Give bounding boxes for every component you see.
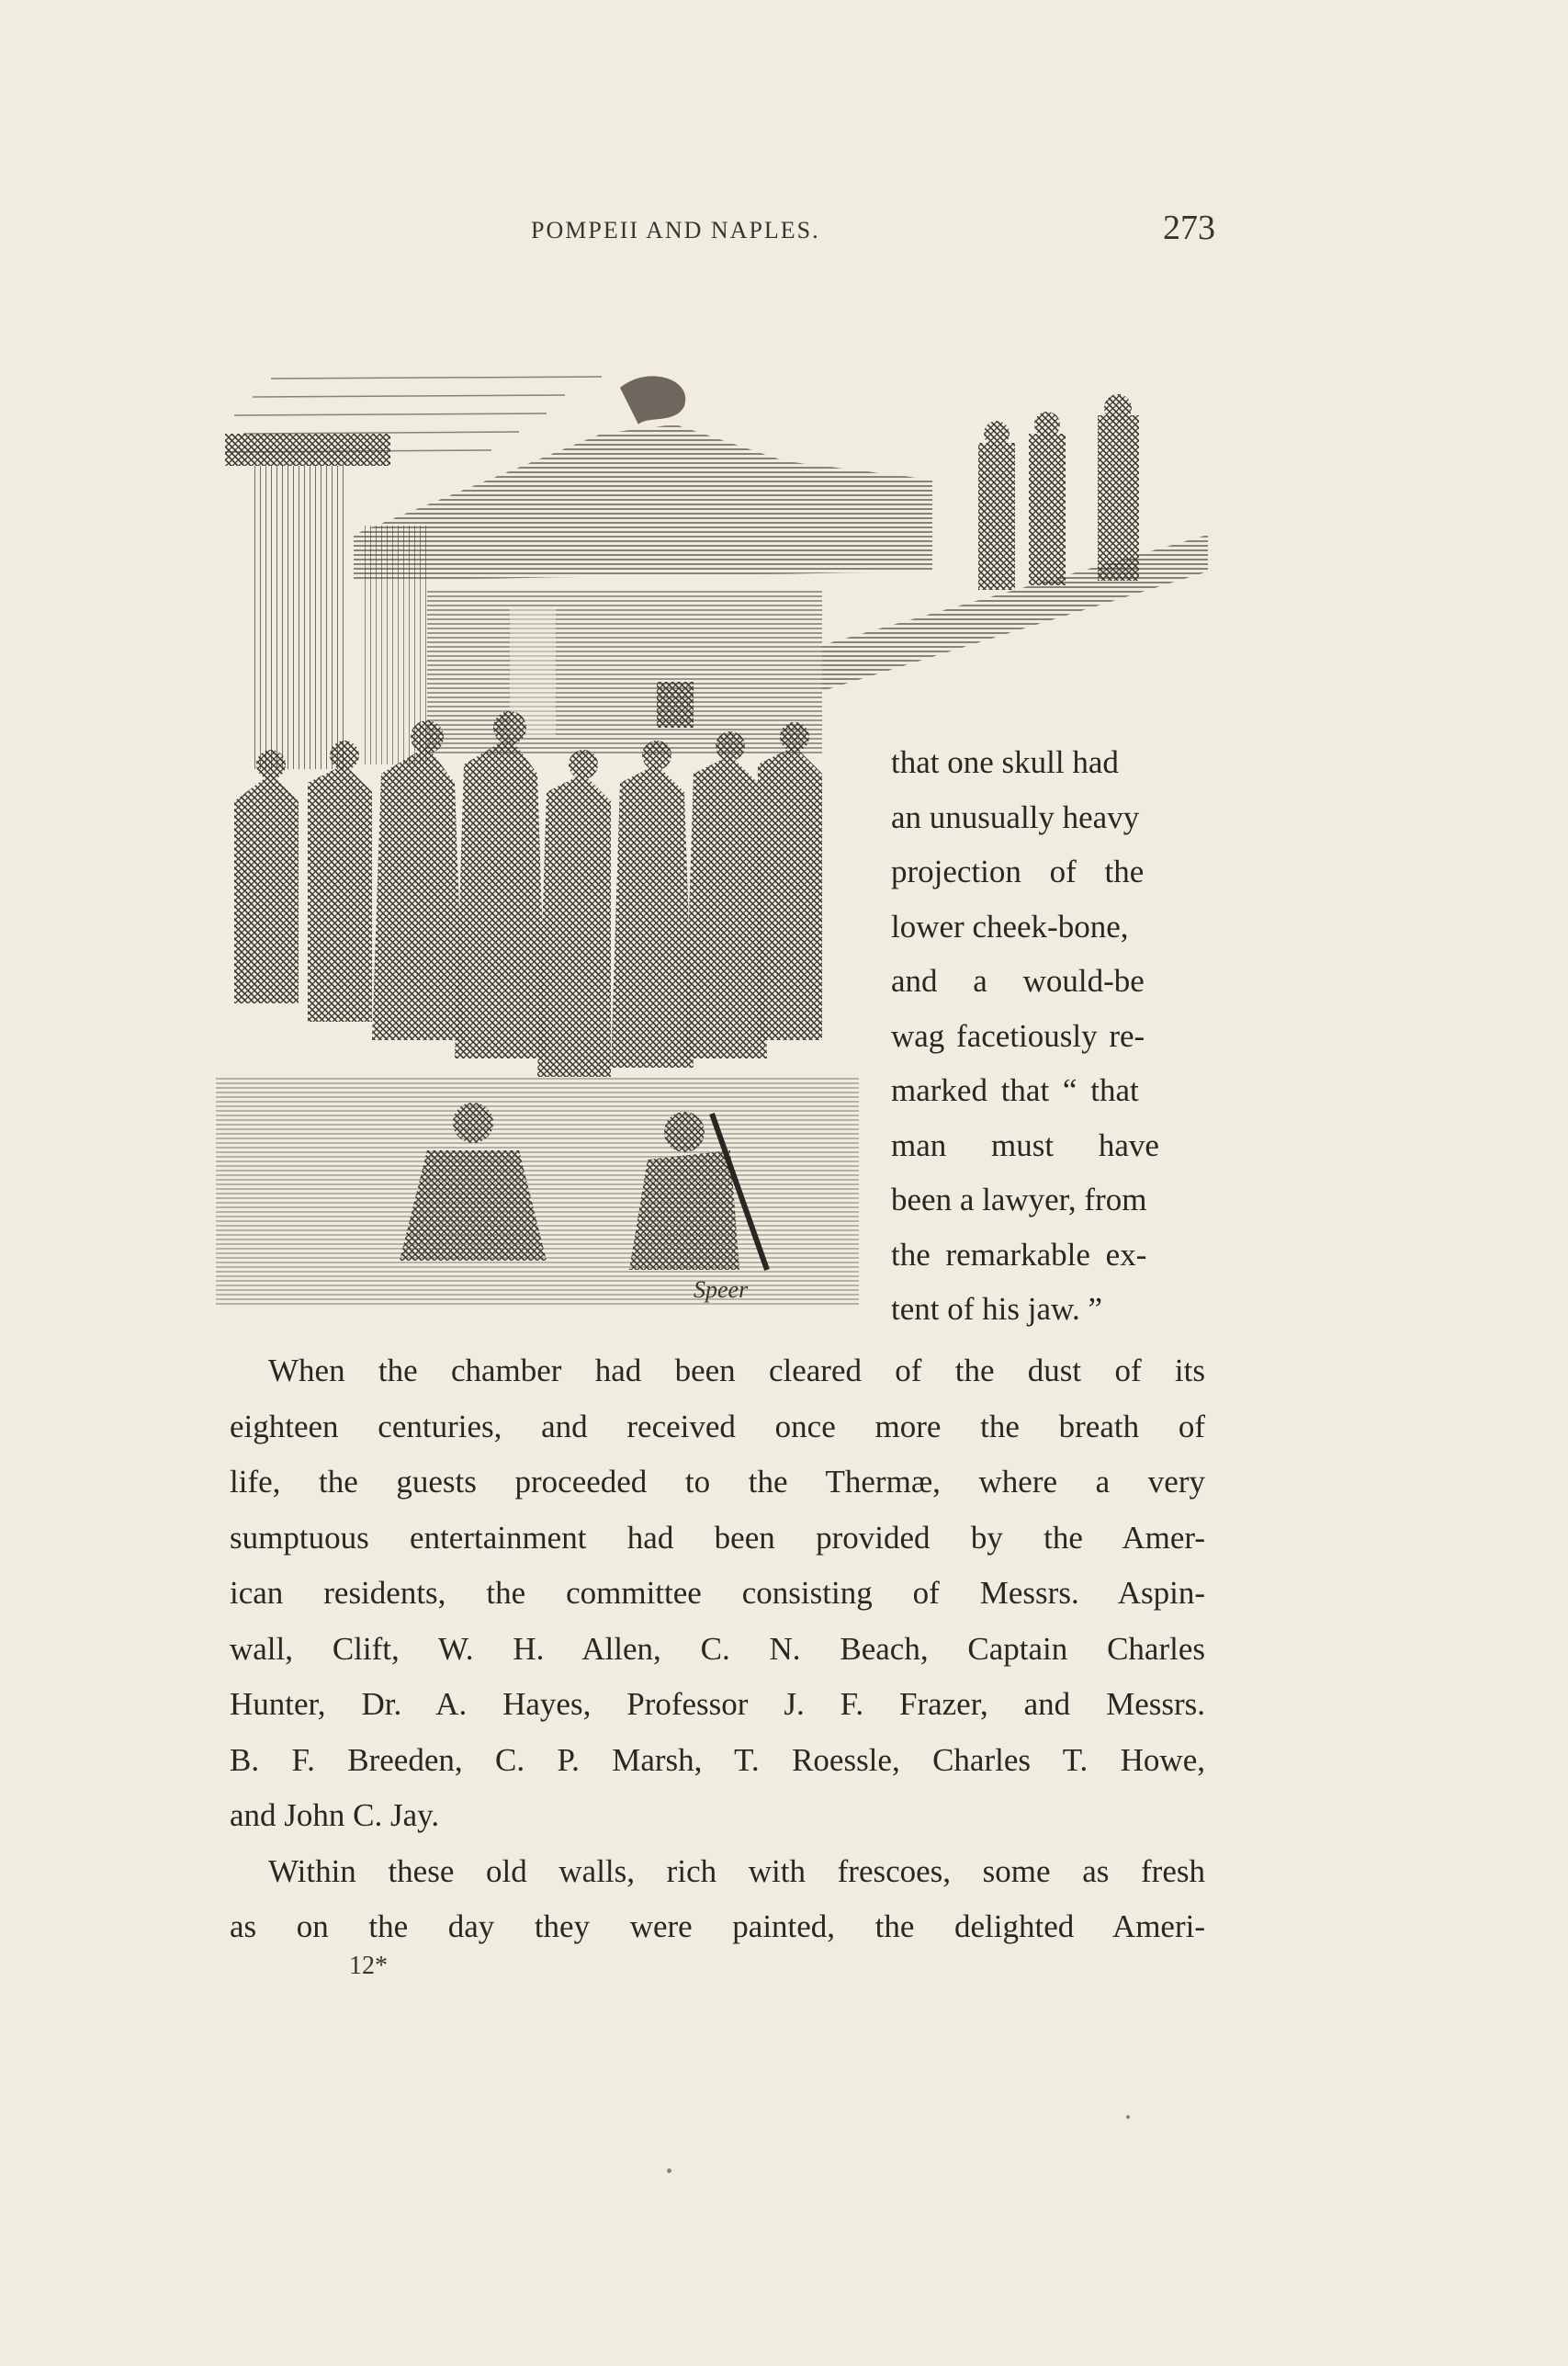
column-capital	[225, 434, 390, 466]
signature-mark: 12*	[349, 1952, 388, 1980]
side-line: man must have	[891, 1126, 1159, 1163]
paragraph-line: and John C. Jay.	[230, 1797, 440, 1833]
side-line: marked that “ that	[891, 1072, 1139, 1108]
paragraph-line: sumptuous entertainment had been provided by the Amer-	[230, 1519, 1205, 1556]
vesuvius-mountain	[354, 425, 932, 581]
column-left	[253, 466, 344, 769]
paragraph-line: When the chamber had been cleared of the dust of its	[268, 1353, 1205, 1388]
paragraph-line: as on the day they were painted, the delighted Ameri-	[230, 1908, 1205, 1944]
side-line: the remarkable ex-	[891, 1236, 1147, 1273]
side-line: tent of his jaw. ”	[891, 1291, 1103, 1327]
page-speck	[667, 2168, 671, 2173]
excavation-ground	[216, 1077, 859, 1307]
paragraph-line: B. F. Breeden, C. P. Marsh, T. Roessle, Charles T. Howe,	[230, 1741, 1205, 1778]
volcano-smoke	[620, 376, 685, 425]
paragraph-line: wall, Clift, W. H. Allen, C. N. Beach, Captain Charles	[230, 1630, 1205, 1667]
side-line: an unusually heavy	[891, 798, 1140, 835]
side-line: lower cheek-bone,	[891, 908, 1129, 945]
running-head: POMPEII AND NAPLES.	[531, 217, 820, 243]
paragraph-line: eighteen centuries, and received once more the breath of	[230, 1408, 1205, 1444]
paragraph-line: ican residents, the committee consisting of Messrs. Aspin-	[230, 1575, 1205, 1611]
standing-men-group	[978, 394, 1139, 590]
paragraph-line: life, the guests proceeded to the Thermæ, where a very	[230, 1464, 1205, 1500]
page-number: 273	[1163, 209, 1215, 247]
paragraph-line: Within these old walls, rich with frescoes, some as fresh	[268, 1852, 1205, 1889]
wrapped-side-text	[891, 735, 1208, 1337]
paragraph-line: Hunter, Dr. A. Hayes, Professor J. F. Frazer, and Messrs.	[230, 1686, 1205, 1722]
ruined-wall	[427, 590, 822, 755]
side-line: been a lawyer, from	[891, 1182, 1147, 1217]
side-line: and a would-be	[891, 963, 1145, 999]
body-text	[230, 1343, 1205, 1955]
side-line: that one skull had	[891, 744, 1119, 780]
page-speck	[1126, 2115, 1130, 2119]
side-line: projection of the	[891, 854, 1145, 889]
engraver-signature: Speer	[694, 1276, 749, 1303]
side-line: wag facetiously re-	[891, 1017, 1145, 1054]
